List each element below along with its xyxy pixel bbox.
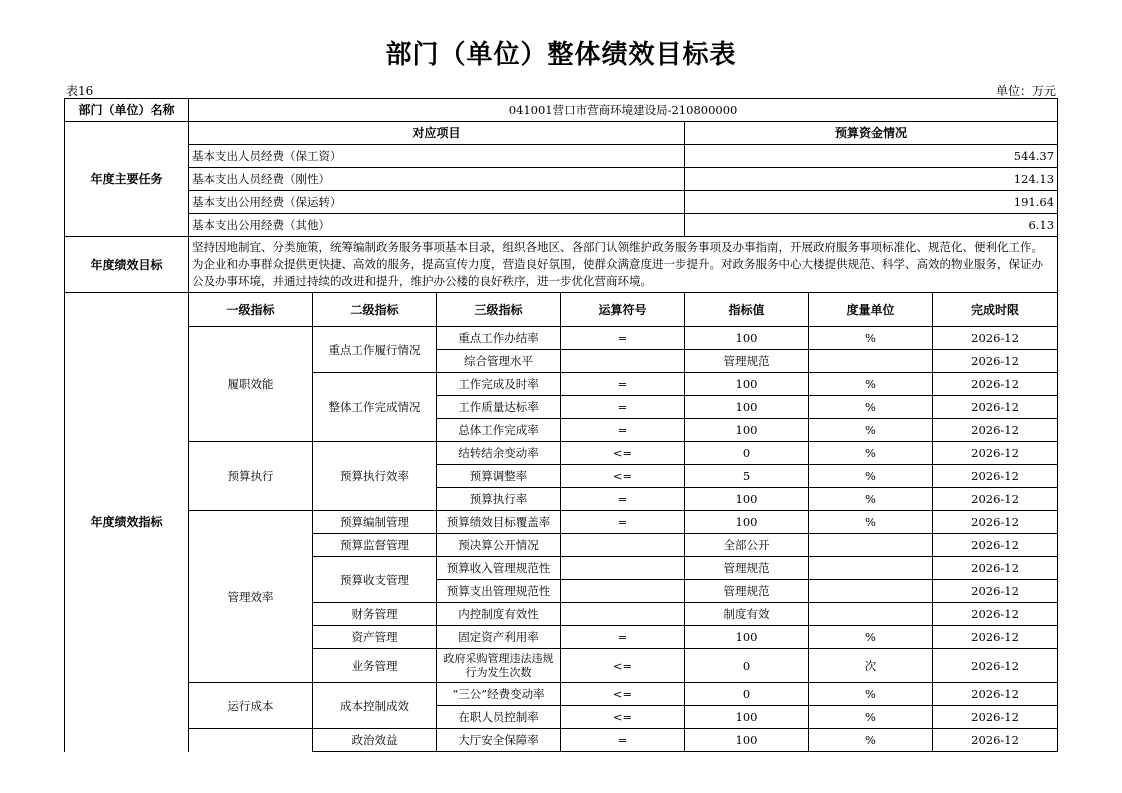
level1-cell: 履职效能 — [189, 327, 313, 442]
unit-cell: % — [809, 626, 933, 649]
header-deadline: 完成时限 — [933, 293, 1058, 327]
value-cell: 100 — [685, 419, 809, 442]
goal-label: 年度绩效目标 — [65, 237, 189, 293]
task-row — [65, 145, 1058, 168]
value-cell: 管理规范 — [685, 350, 809, 373]
deadline-cell: 2026-12 — [933, 649, 1058, 683]
operator-cell: <= — [561, 683, 685, 706]
operator-cell: = — [561, 488, 685, 511]
deadline-cell: 2026-12 — [933, 373, 1058, 396]
level3-cell: 固定资产利用率 — [437, 626, 561, 649]
level2-cell: 成本控制成效 — [313, 683, 437, 729]
unit-cell — [809, 534, 933, 557]
task-amount: 124.13 — [685, 168, 1058, 191]
level2-cell: 资产管理 — [313, 626, 437, 649]
deadline-cell: 2026-12 — [933, 488, 1058, 511]
unit-cell — [809, 557, 933, 580]
operator-cell: = — [561, 396, 685, 419]
unit-cell: % — [809, 729, 933, 752]
tasks-label: 年度主要任务 — [65, 122, 189, 237]
unit-cell: % — [809, 419, 933, 442]
unit-label: 单位：万元 — [995, 84, 1056, 98]
operator-cell — [561, 557, 685, 580]
indicator-row — [65, 511, 1058, 534]
unit-cell: % — [809, 327, 933, 350]
indicators-label: 年度绩效指标 — [65, 293, 189, 752]
task-amount: 191.64 — [685, 191, 1058, 214]
operator-cell — [561, 534, 685, 557]
level3-cell: 预算执行率 — [437, 488, 561, 511]
task-row — [65, 214, 1058, 237]
unit-cell — [809, 603, 933, 626]
indicator-row — [65, 729, 1058, 752]
deadline-cell: 2026-12 — [933, 706, 1058, 729]
header-value: 指标值 — [685, 293, 809, 327]
page-title: 部门（单位）整体绩效目标表 — [385, 40, 737, 70]
indicator-row — [65, 327, 1058, 350]
level3-cell: 政府采购管理违法违规行为发生次数 — [437, 649, 561, 683]
unit-cell: % — [809, 396, 933, 419]
tasks-header-row — [65, 122, 1058, 145]
deadline-cell: 2026-12 — [933, 580, 1058, 603]
level3-cell: 综合管理水平 — [437, 350, 561, 373]
level3-cell: 工作质量达标率 — [437, 396, 561, 419]
level1-cell: 预算执行 — [189, 442, 313, 511]
dept-name: 041001营口市营商环境建设局-210800000 — [189, 99, 1058, 122]
value-cell: 5 — [685, 465, 809, 488]
level3-cell: 大厅安全保障率 — [437, 729, 561, 752]
task-item: 基本支出人员经费（保工资） — [189, 145, 685, 168]
unit-cell: 次 — [809, 649, 933, 683]
level3-cell: “三公”经费变动率 — [437, 683, 561, 706]
task-item: 基本支出人员经费（刚性） — [189, 168, 685, 191]
performance-table — [64, 98, 1058, 752]
value-cell: 100 — [685, 488, 809, 511]
unit-cell: % — [809, 683, 933, 706]
level2-cell: 预算收支管理 — [313, 557, 437, 603]
level3-cell: 总体工作完成率 — [437, 419, 561, 442]
value-cell: 0 — [685, 442, 809, 465]
deadline-cell: 2026-12 — [933, 465, 1058, 488]
operator-cell: = — [561, 419, 685, 442]
header-level2: 二级指标 — [313, 293, 437, 327]
operator-cell — [561, 603, 685, 626]
level3-cell: 工作完成及时率 — [437, 373, 561, 396]
level3-cell: 预决算公开情况 — [437, 534, 561, 557]
deadline-cell: 2026-12 — [933, 626, 1058, 649]
value-cell: 全部公开 — [685, 534, 809, 557]
task-row — [65, 168, 1058, 191]
level2-cell: 财务管理 — [313, 603, 437, 626]
value-cell: 100 — [685, 706, 809, 729]
operator-cell: = — [561, 327, 685, 350]
operator-cell: <= — [561, 465, 685, 488]
level2-cell: 预算监督管理 — [313, 534, 437, 557]
task-amount: 544.37 — [685, 145, 1058, 168]
deadline-cell: 2026-12 — [933, 511, 1058, 534]
unit-cell: % — [809, 465, 933, 488]
level3-cell: 在职人员控制率 — [437, 706, 561, 729]
header-level3: 三级指标 — [437, 293, 561, 327]
unit-cell: % — [809, 706, 933, 729]
operator-cell: <= — [561, 649, 685, 683]
level2-cell: 业务管理 — [313, 649, 437, 683]
level2-cell: 政治效益 — [313, 729, 437, 752]
deadline-cell: 2026-12 — [933, 396, 1058, 419]
unit-cell: % — [809, 488, 933, 511]
level3-cell: 结转结余变动率 — [437, 442, 561, 465]
goal-text: 坚持因地制宜、分类施策，统筹编制政务服务事项基本目录，组织各地区、各部门认领维护政务服务事项及办事指南，开展政府服务事项标准化、规范化、便利化工作。为企业和办事群众提供更快捷、高效的服务，提高宣传力度，营造良好氛围，使群众满意度进一步提升。对政务服务中心大楼提供规范、科学、高效的物业服务，保证办公及办事环境，并通过持续的改进和提升，维护办公楼的良好秩序，进一步优化营商环境。 — [189, 237, 1058, 293]
level3-cell: 内控制度有效性 — [437, 603, 561, 626]
level1-cell — [189, 729, 313, 752]
task-amount: 6.13 — [685, 214, 1058, 237]
value-cell: 100 — [685, 729, 809, 752]
task-item: 基本支出公用经费（其他） — [189, 214, 685, 237]
col-budget: 预算资金情况 — [685, 122, 1058, 145]
unit-cell — [809, 580, 933, 603]
value-cell: 100 — [685, 626, 809, 649]
level3-cell: 重点工作办结率 — [437, 327, 561, 350]
value-cell: 管理规范 — [685, 580, 809, 603]
dept-row — [65, 99, 1058, 122]
value-cell: 100 — [685, 396, 809, 419]
value-cell: 0 — [685, 683, 809, 706]
operator-cell: <= — [561, 442, 685, 465]
table-number: 表16 — [66, 84, 94, 98]
level2-cell: 预算编制管理 — [313, 511, 437, 534]
value-cell: 制度有效 — [685, 603, 809, 626]
deadline-cell: 2026-12 — [933, 603, 1058, 626]
indicator-row — [65, 683, 1058, 706]
operator-cell: = — [561, 511, 685, 534]
header-operator: 运算符号 — [561, 293, 685, 327]
dept-label: 部门（单位）名称 — [65, 99, 189, 122]
unit-cell: % — [809, 511, 933, 534]
value-cell: 管理规范 — [685, 557, 809, 580]
operator-cell: <= — [561, 706, 685, 729]
deadline-cell: 2026-12 — [933, 557, 1058, 580]
value-cell: 100 — [685, 327, 809, 350]
operator-cell: = — [561, 729, 685, 752]
level2-cell: 重点工作履行情况 — [313, 327, 437, 373]
deadline-cell: 2026-12 — [933, 683, 1058, 706]
deadline-cell: 2026-12 — [933, 419, 1058, 442]
unit-cell: % — [809, 373, 933, 396]
goal-row — [65, 237, 1058, 293]
deadline-cell: 2026-12 — [933, 534, 1058, 557]
unit-cell — [809, 350, 933, 373]
deadline-cell: 2026-12 — [933, 327, 1058, 350]
value-cell: 0 — [685, 649, 809, 683]
level1-cell: 管理效率 — [189, 511, 313, 683]
value-cell: 100 — [685, 373, 809, 396]
deadline-cell: 2026-12 — [933, 729, 1058, 752]
unit-cell: % — [809, 442, 933, 465]
level3-cell: 预算收入管理规范性 — [437, 557, 561, 580]
level2-cell: 整体工作完成情况 — [313, 373, 437, 442]
level3-cell: 预算支出管理规范性 — [437, 580, 561, 603]
operator-cell — [561, 580, 685, 603]
col-project: 对应项目 — [189, 122, 685, 145]
level3-cell: 预算绩效目标覆盖率 — [437, 511, 561, 534]
level1-cell: 运行成本 — [189, 683, 313, 729]
indicator-row — [65, 442, 1058, 465]
deadline-cell: 2026-12 — [933, 442, 1058, 465]
value-cell: 100 — [685, 511, 809, 534]
task-item: 基本支出公用经费（保运转） — [189, 191, 685, 214]
operator-cell: = — [561, 373, 685, 396]
deadline-cell: 2026-12 — [933, 350, 1058, 373]
indicator-header-row — [65, 293, 1058, 327]
task-row — [65, 191, 1058, 214]
operator-cell: = — [561, 626, 685, 649]
level3-cell: 预算调整率 — [437, 465, 561, 488]
header-unit: 度量单位 — [809, 293, 933, 327]
level2-cell: 预算执行效率 — [313, 442, 437, 511]
operator-cell — [561, 350, 685, 373]
header-level1: 一级指标 — [189, 293, 313, 327]
